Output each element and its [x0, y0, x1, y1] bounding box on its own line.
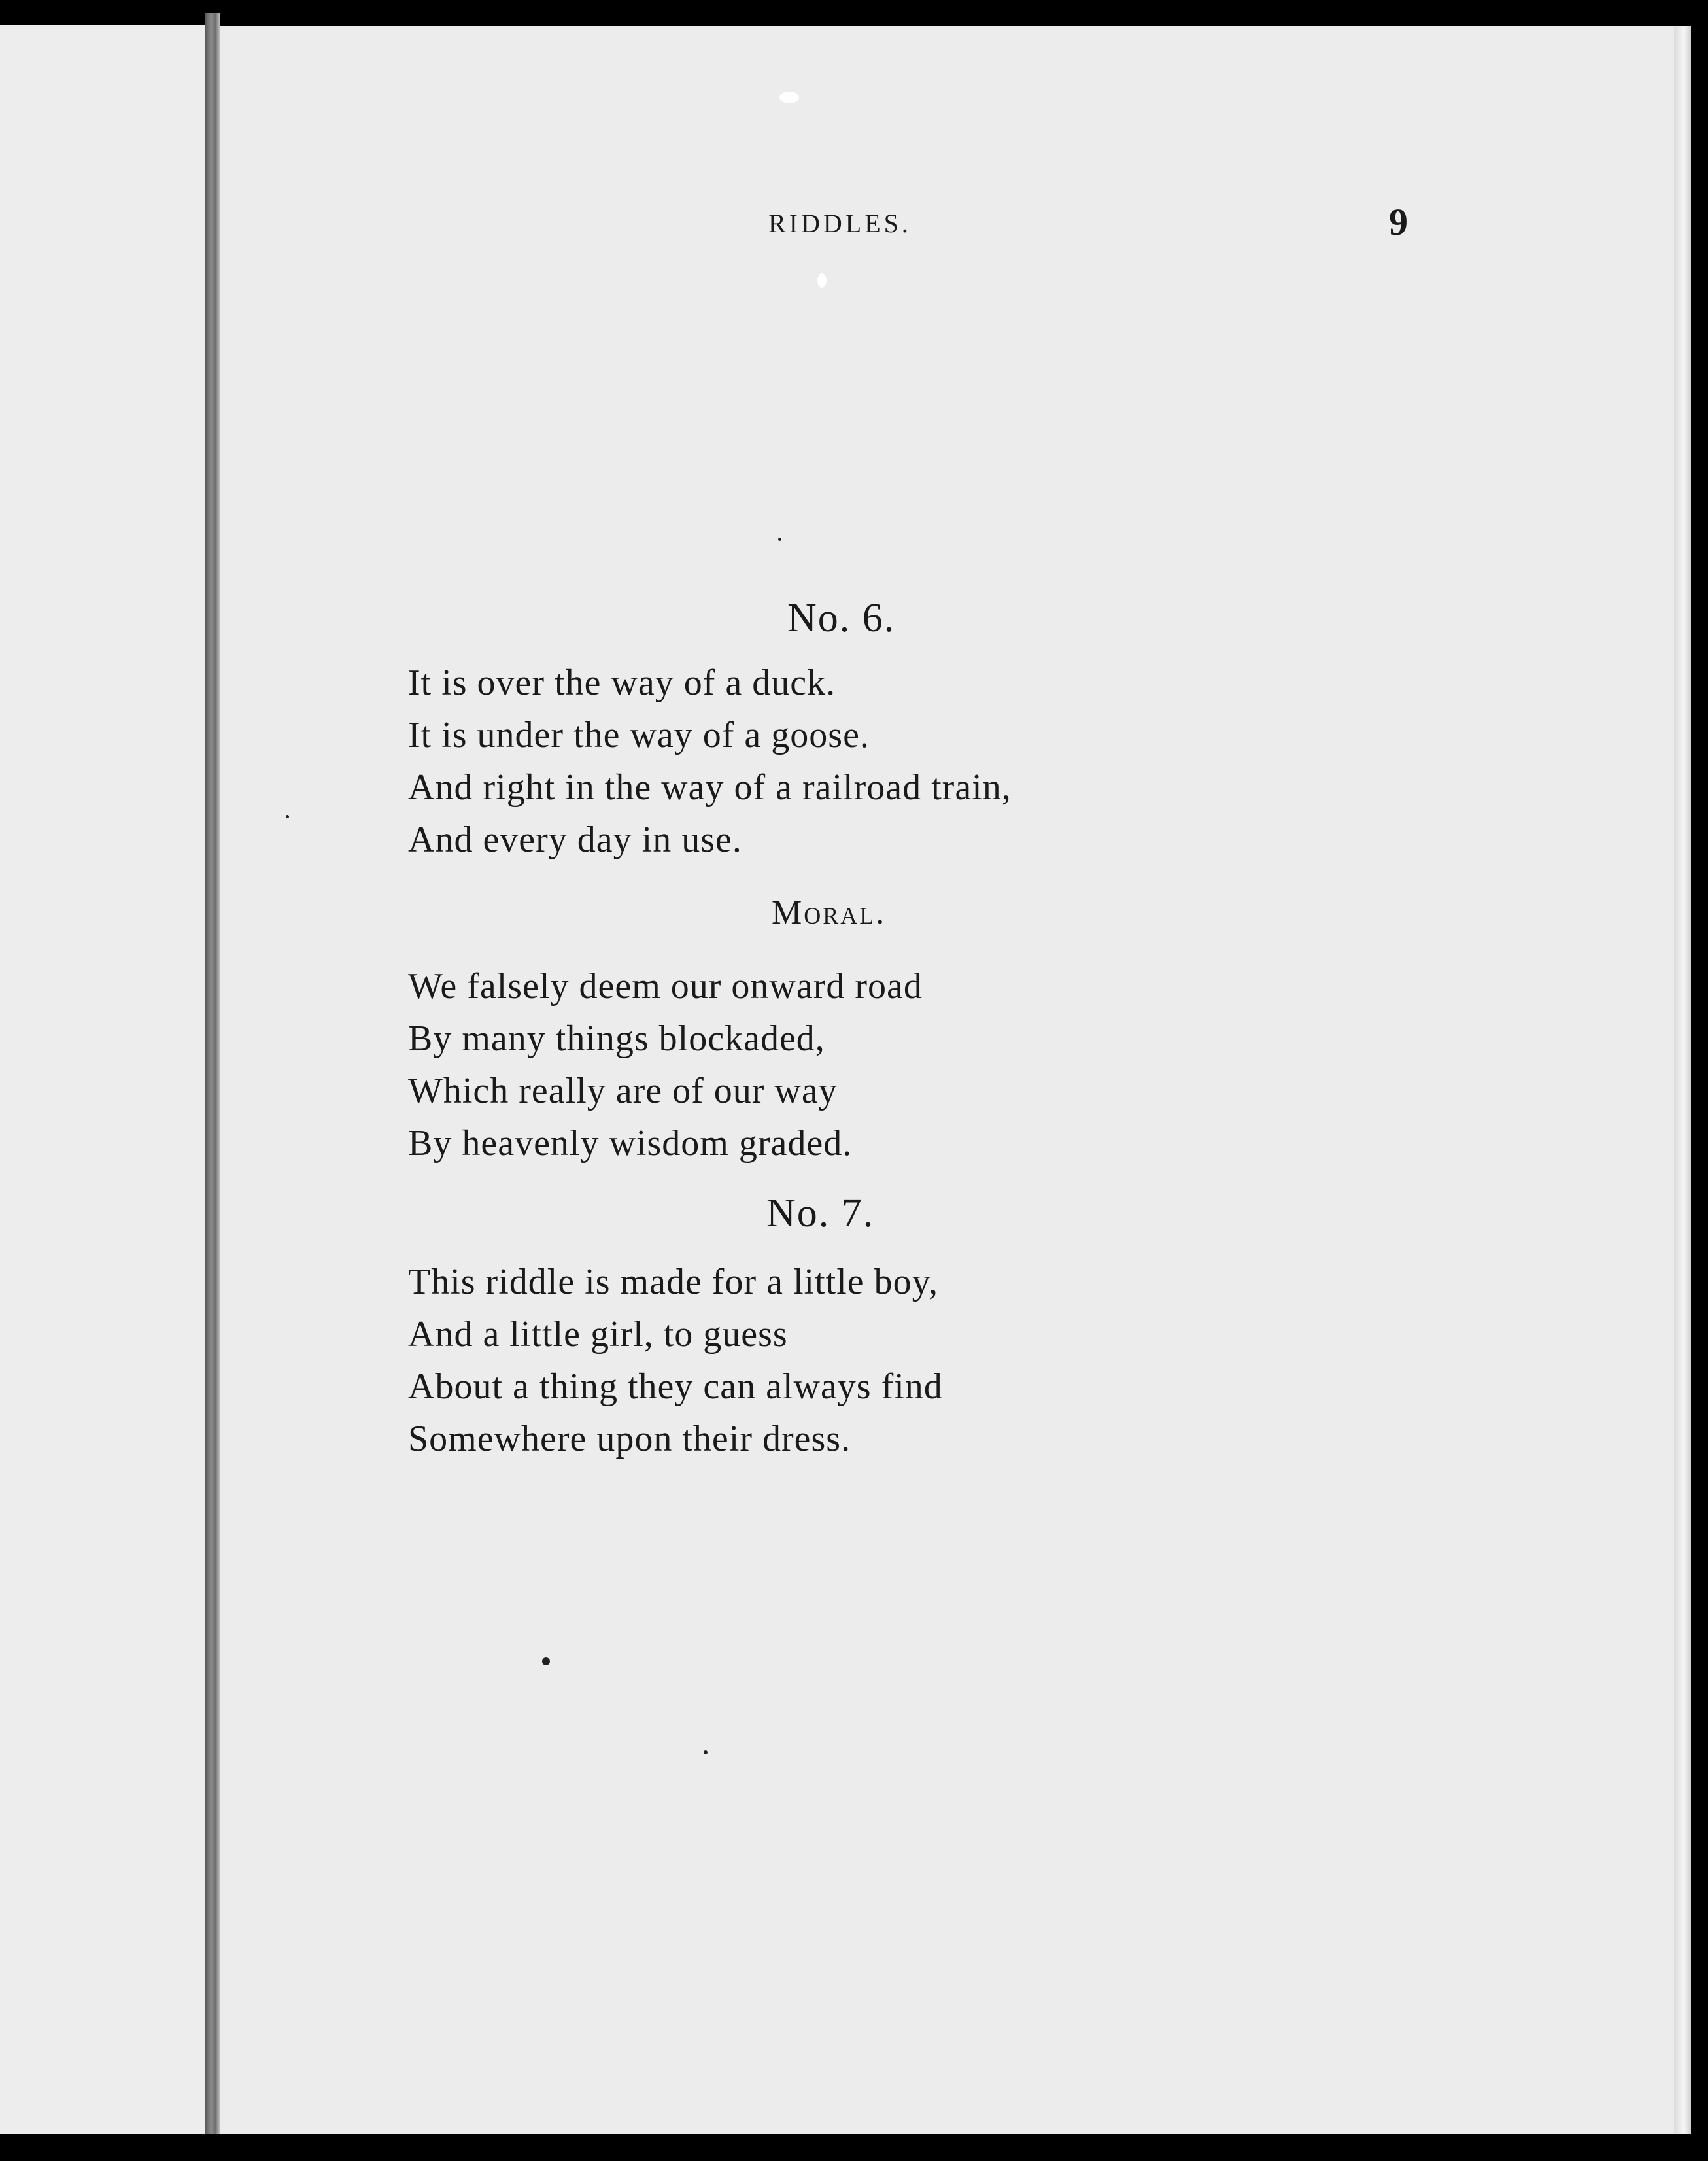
- verse-line: By heavenly wisdom graded.: [408, 1123, 853, 1164]
- riddle-verse: [408, 657, 1012, 866]
- ink-speck: [704, 1750, 708, 1754]
- moral-verse: [408, 960, 923, 1169]
- verse-line: This riddle is made for a little boy,: [408, 1262, 938, 1302]
- running-head: RIDDLES.: [768, 209, 912, 238]
- ink-speck: [542, 1657, 550, 1665]
- verse-line: About a thing they can always find: [408, 1366, 943, 1407]
- verse-line: It is over the way of a duck.: [408, 663, 836, 703]
- moral-heading: Moral.: [772, 894, 887, 931]
- verse-line: And a little girl, to guess: [408, 1314, 788, 1355]
- riddle-heading: No. 6.: [787, 596, 896, 640]
- book-gutter: [205, 13, 220, 2134]
- verse-line: Which really are of our way: [408, 1071, 838, 1111]
- riddle-verse: [408, 1256, 943, 1465]
- verse-line: It is under the way of a goose.: [408, 715, 870, 755]
- page-edge: [1674, 26, 1691, 2134]
- verse-line: And right in the way of a railroad train,: [408, 767, 1012, 808]
- verse-line: By many things blockaded,: [408, 1018, 825, 1059]
- ink-speck: [817, 273, 827, 288]
- ink-speck: [286, 815, 289, 818]
- verse-line: And every day in use.: [408, 820, 742, 860]
- verse-line: We falsely deem our onward road: [408, 966, 923, 1007]
- left-page-edge: [0, 25, 209, 2134]
- page-number: 9: [1389, 201, 1408, 243]
- riddle-heading: No. 7.: [766, 1191, 875, 1236]
- ink-speck: [779, 92, 799, 103]
- ink-speck: [778, 538, 781, 541]
- verse-line: Somewhere upon their dress.: [408, 1419, 851, 1459]
